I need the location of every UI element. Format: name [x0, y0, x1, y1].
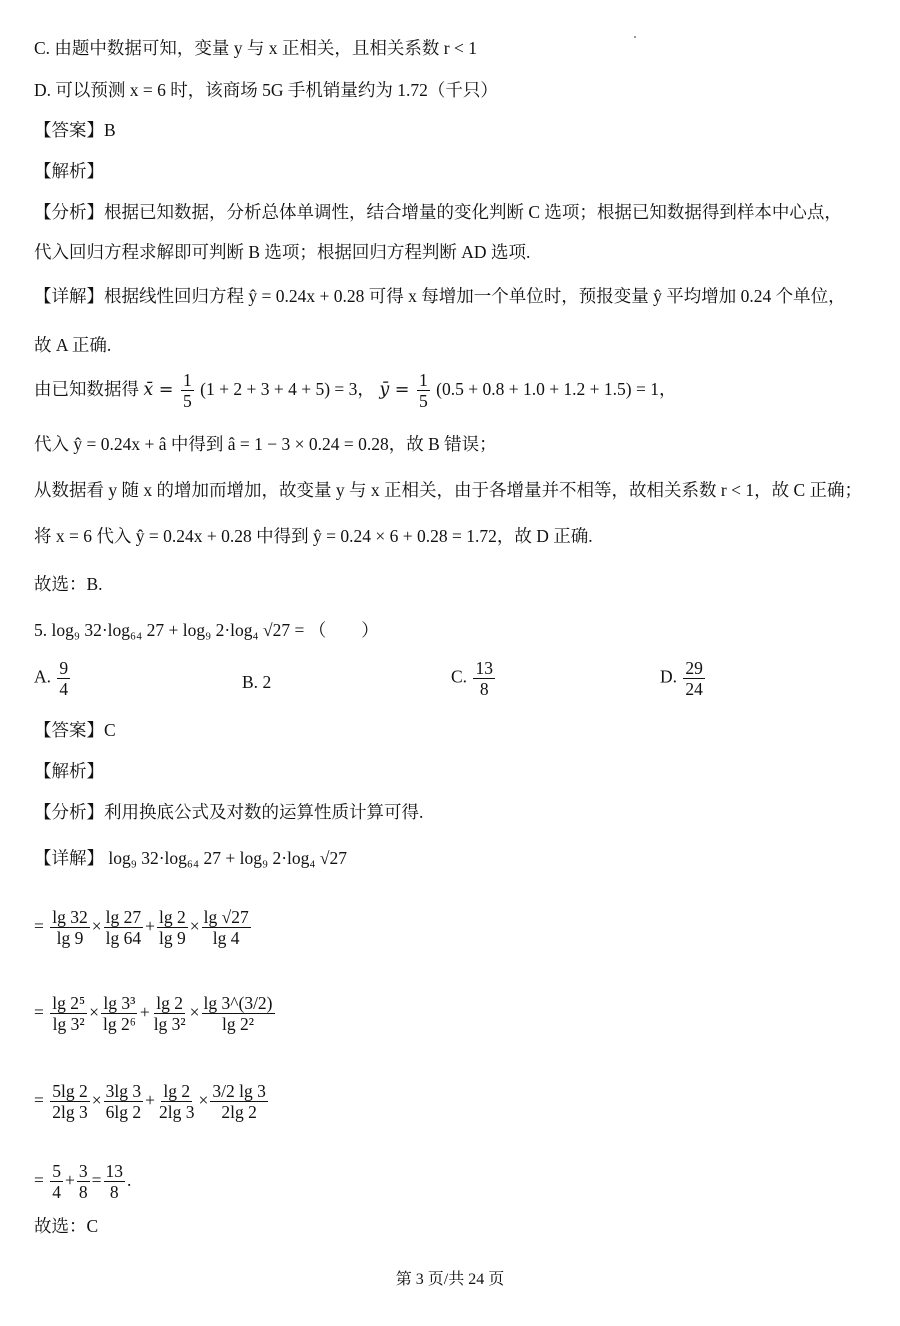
calc-step-1: = $\frac{\lg 32}{\lg 9}$ × $\frac{\lg 27}{\lg 64}$ + $\frac{\lg 2}{\lg 9}$ × $\frac{\lg √27}{\lg 4}$: [34, 907, 249, 949]
analysis-5-text: 【分析】利用换底公式及对数的运算性质计算可得.: [34, 802, 424, 822]
y-bar-symbol: ȳ =: [379, 380, 415, 400]
substitute-a-line: 代入 ŷ = 0.24x + â 中得到 â = 1 − 3 × 0.24 = 0.28，故 B 错误；: [34, 434, 497, 454]
step1-frac-c: $\frac{\lg 2}{\lg 9}$: [159, 907, 186, 949]
step4-frac-b: $\frac{3}{8}$: [78, 1161, 88, 1203]
option-5d: [660, 658, 707, 699]
x-bar-symbol: x̄ =: [143, 380, 180, 400]
question-5-expression: log₉ 32·log₆₄ 27 + log₉ 2·log₄ √27 = （ ）: [51, 620, 379, 640]
mean-prefix: 由已知数据得: [34, 379, 139, 399]
option-5c: [451, 658, 497, 699]
option-5c-fraction: $\frac{13}{8}$: [475, 658, 493, 700]
calc-step-2: = $\frac{\text{lg 2⁵}}{\text{lg 3²}}$ × $\frac{\text{lg 3³}}{\text{lg 2⁶}}$ + $\frac{\lg 2}{\text{lg 3²}}$ × $\frac{\lg 3\^{}(3/2)}{\text{lg 2²}}$: [34, 993, 273, 1035]
option-c-text: C. 由题中数据可知，变量 y 与 x 正相关，且相关系数 r < 1: [34, 38, 477, 58]
step4-frac-c: $\frac{13}{8}$: [105, 1161, 123, 1203]
step2-frac-d: $\frac{\lg 3\^{}(3/2)}{\text{lg 2²}}$: [203, 993, 273, 1035]
analysis-5-heading: 【解析】: [34, 761, 104, 781]
step4-frac-a: $\frac{5}{4}$: [52, 1161, 61, 1203]
mean-line: [34, 366, 677, 413]
detail-4-line1: 【详解】根据线性回归方程 ŷ = 0.24x + 0.28 可得 x 每增加一个单位时，预报变量 ŷ 平均增加 0.24 个单位，: [34, 286, 846, 306]
calc-step-3: = $\frac{5\lg 2}{2\lg 3}$ × $\frac{3\lg 3}{6\lg 2}$ + $\frac{\lg 2}{2\lg 3}$ × $\frac{3/2 \lg 3}{2\lg 2}$: [34, 1081, 266, 1123]
option-d-text: D. 可以预测 x = 6 时，该商场 5G 手机销量约为 1.72（千只）: [34, 80, 498, 100]
option-5d-label: D.: [660, 666, 678, 687]
choice-5: 故选：C: [34, 1216, 99, 1236]
option-5a-label: A.: [34, 666, 52, 687]
detail-4-line2: 故 A 正确.: [34, 335, 112, 355]
option-5b-value: 2: [262, 672, 272, 692]
trend-line: 从数据看 y 随 x 的增加而增加，故变量 y 与 x 正相关，由于各增量并不相等，故相关系数 r < 1，故 C 正确；: [34, 480, 862, 500]
option-5b-label: B.: [242, 672, 259, 692]
step3-frac-a: $\frac{5\lg 2}{2\lg 3}$: [52, 1081, 88, 1123]
detail-5-expression: log₉ 32·log₆₄ 27 + log₉ 2·log₄ √27: [108, 848, 347, 868]
analysis-4-line1: 【分析】根据已知数据，分析总体单调性，结合增量的变化判断 C 选项；根据已知数据得到样本中心点，: [34, 202, 842, 222]
option-5d-fraction: $\frac{29}{24}$: [685, 658, 703, 700]
step3-frac-c: $\frac{\lg 2}{2\lg 3}$: [159, 1081, 195, 1123]
step3-frac-b: $\frac{3\lg 3}{6\lg 2}$: [105, 1081, 142, 1123]
answer-4: 【答案】B: [34, 120, 116, 140]
option-5b: [242, 672, 271, 693]
calc-step-4: = $\frac{5}{4}$ + $\frac{3}{8}$ = $\frac{13}{8}$ .: [34, 1161, 132, 1203]
step2-frac-b: $\frac{\text{lg 3³}}{\text{lg 2⁶}}$: [102, 993, 136, 1035]
detail-5-line: [34, 846, 347, 870]
step2-frac-c: $\frac{\lg 2}{\text{lg 3²}}$: [153, 993, 186, 1035]
prediction-line: 将 x = 6 代入 ŷ = 0.24x + 0.28 中得到 ŷ = 0.24 × 6 + 0.28 = 1.72，故 D 正确.: [34, 526, 593, 546]
step3-frac-d: $\frac{3/2 \lg 3}{2\lg 2}$: [212, 1081, 266, 1123]
analysis-4-heading: 【解析】: [34, 161, 104, 181]
option-5a-fraction: $\frac{9}{4}$: [59, 658, 69, 700]
stray-mark: [634, 36, 636, 38]
step2-frac-a: $\frac{\text{lg 2⁵}}{\text{lg 3²}}$: [52, 993, 86, 1035]
mean-y-tail: (0.5 + 0.8 + 1.0 + 1.2 + 1.5) = 1，: [436, 379, 677, 399]
option-5c-label: C.: [451, 666, 468, 687]
step1-frac-d: $\frac{\lg √27}{\lg 4}$: [203, 907, 249, 949]
mean-x-tail: (1 + 2 + 3 + 4 + 5) = 3，: [200, 379, 375, 399]
detail-5-label: 【详解】: [34, 848, 104, 868]
option-5a: [34, 658, 72, 699]
choice-4: 故选：B.: [34, 574, 103, 594]
step1-frac-a: $\frac{\lg 32}{\lg 9}$: [52, 907, 88, 949]
step1-frac-b: $\frac{\lg 27}{\lg 64}$: [105, 907, 142, 949]
page-footer: 第 3 页/共 24 页: [395, 1271, 505, 1288]
analysis-4-line2: 代入回归方程求解即可判断 B 选项；根据回归方程判断 AD 选项.: [34, 242, 531, 262]
fraction-one-fifth-x: $\frac{1}{5}$: [183, 370, 192, 412]
question-5: [34, 618, 379, 642]
fraction-one-fifth-y: $\frac{1}{5}$: [419, 370, 428, 412]
answer-5: 【答案】C: [34, 720, 116, 740]
question-5-number: 5.: [34, 620, 48, 640]
